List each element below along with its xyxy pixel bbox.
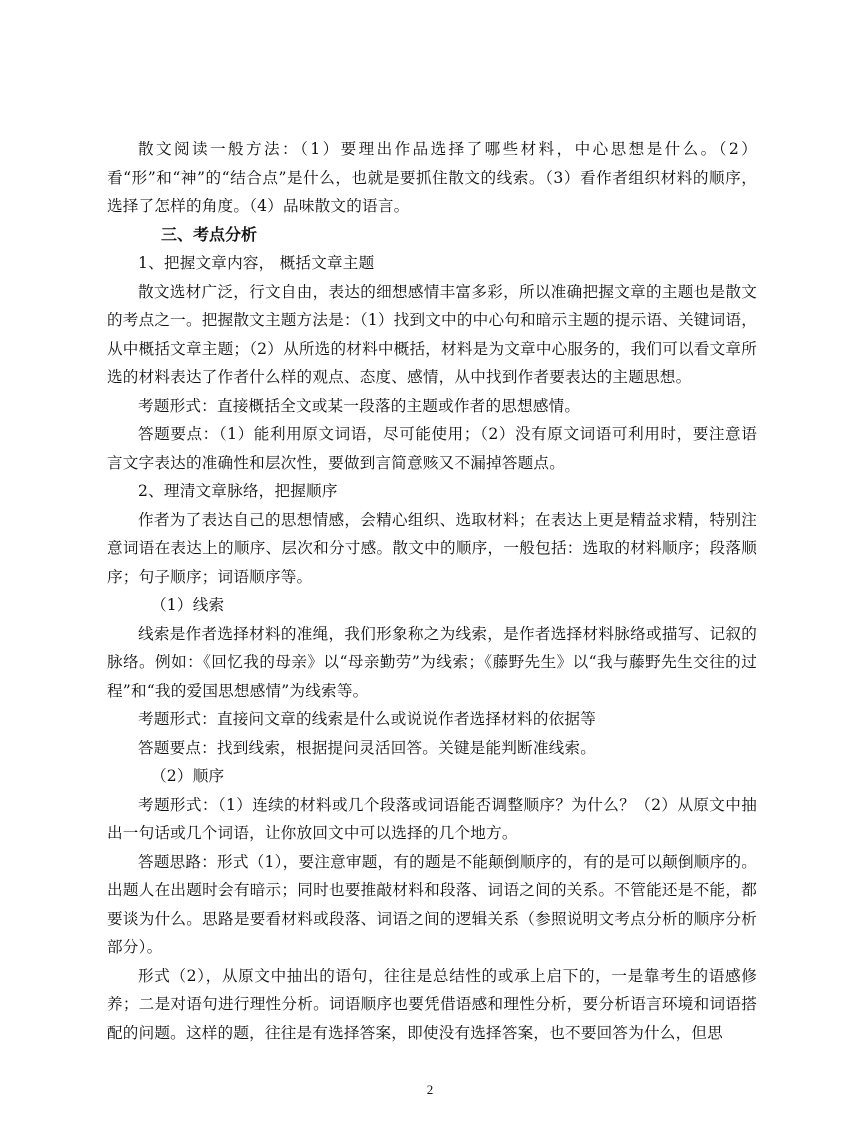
- paragraph-question-form-3: 考题形式：（1）连续的材料或几个段落或词语能否调整顺序？为什么？（2）从原文中抽出一句话或几个词语，让你放回文中可以选择的几个地方。: [107, 795, 757, 842]
- subheading-structure-order: 2、理清文章脉络，把握顺序: [138, 482, 338, 500]
- subheading-clue: （1）线索: [151, 596, 225, 614]
- paragraph-order-intro: 作者为了表达自己的思想情感，会精心组织、选取材料；在表达上更是精益求精，特别注意词语在表达上的顺序、层次和分寸感。散文中的顺序，一般包括：选取的材料顺序；段落顺序；句子顺序；词语顺序等。: [107, 510, 757, 586]
- paragraph-answer-points-1: 答题要点：（1）能利用原文词语，尽可能使用；（2）没有原文词语可利用时，要注意语言文字表达的准确性和层次性，要做到言简意赅又不漏掉答题点。: [107, 425, 757, 472]
- section-heading-exam-analysis: 三、考点分析: [161, 224, 258, 244]
- paragraph-clue-definition: 线索是作者选择材料的准绳，我们形象称之为线索，是作者选择材料脉络或描写、记叙的脉络。例如：《回忆我的母亲》以“母亲勤劳”为线索；《藤野先生》以“我与藤野先生交往的过程”和“我的爱国思想感情”为线索等。: [107, 624, 757, 700]
- paragraph-question-form-1: 考题形式：直接概括全文或某一段落的主题或作者的思想感情。: [138, 396, 581, 415]
- paragraph-answer-points-2: 答题要点：找到线索，根据提问灵活回答。关键是能判断准线索。: [138, 738, 597, 757]
- paragraph-answer-approach: 答题思路：形式（1），要注意审题，有的题是不能颠倒顺序的，有的是可以颠倒顺序的。出题人在出题时会有暗示；同时也要推敲材料和段落、词语之间的关系。不管能还是不能，都要谈为什么。思路是要看材料或段落、词语之间的逻辑关系（参照说明文考点分析的顺序分析部分）。: [107, 852, 757, 956]
- paragraph-form-2: 形式（2），从原文中抽出的语句，往往是总结性的或承上启下的，一是靠考生的语感修养；二是对语句进行理性分析。词语顺序也要凭借语感和理性分析，要分析语言环境和词语搭配的问题。这样的题，往往是有选择答案，即使没有选择答案，也不要回答为什么，但思: [107, 966, 757, 1042]
- subheading-order: （2）顺序: [151, 767, 225, 785]
- subheading-grasp-theme: 1、把握文章内容， 概括文章主题: [138, 254, 375, 272]
- paragraph-reading-methods: 散文阅读一般方法：（1）要理出作品选择了哪些材料，中心思想是什么。（2）看“形”和“神”的“结合点”是什么，也就是要抓住散文的线索。（3）看作者组织材料的顺序，选择了怎样的角度。（4）品味散文的语言。: [107, 140, 757, 215]
- paragraph-theme-methods: 散文选材广泛，行文自由，表达的细想感情丰富多彩，所以准确把握文章的主题也是散文的考点之一。把握散文主题方法是：（1）找到文中的中心句和暗示主题的提示语、关键词语，从中概括文章主题；（2）从所选的材料中概括，材料是为文章中心服务的，我们可以看文章所选的材料表达了作者什么样的观点、态度、感情，从中找到作者要表达的主题思想。: [107, 282, 757, 386]
- document-body: [107, 135, 757, 1047]
- page-number: 2: [426, 1082, 434, 1097]
- paragraph-question-form-2: 考题形式：直接问文章的线索是什么或说说作者选择材料的依据等: [138, 710, 597, 728]
